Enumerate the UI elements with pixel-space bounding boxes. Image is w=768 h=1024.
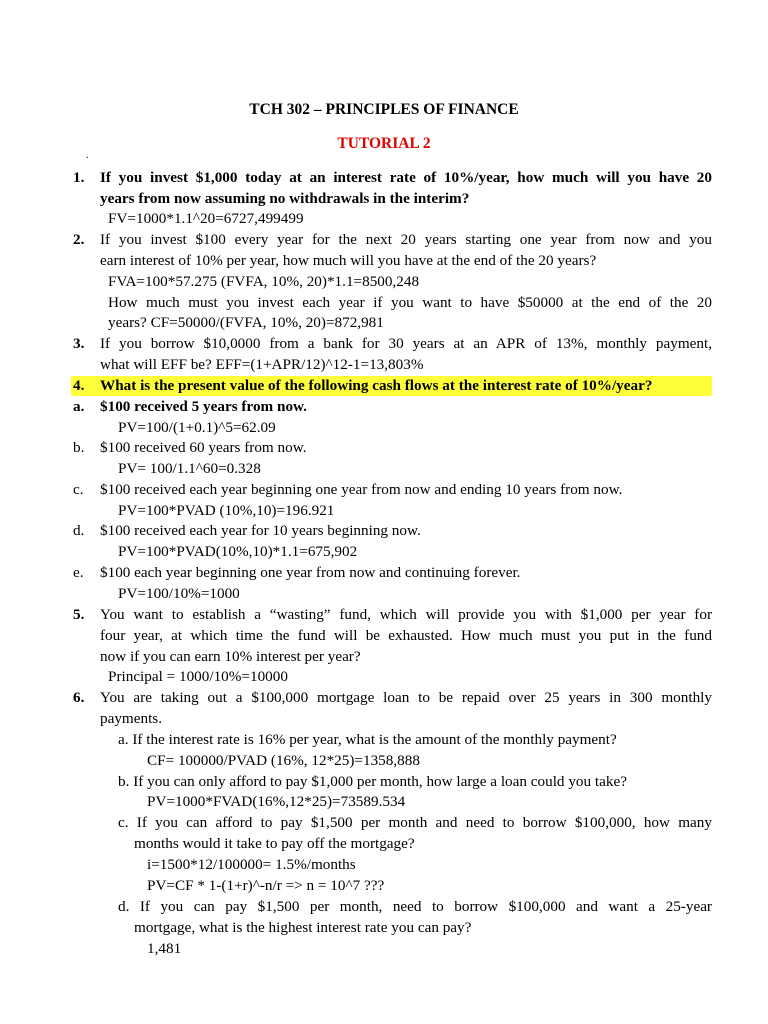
q3-text-line1: If you borrow $10,0000 from a bank for 30 years at an APR of 13%, monthly payment, — [100, 335, 712, 352]
q4b-answer: PV= 100/1.1^60=0.328 — [118, 460, 261, 477]
tutorial-title: TUTORIAL 2 — [337, 135, 431, 152]
q6c-answer-line1: i=1500*12/100000= 1.5%/months — [147, 856, 356, 873]
q6a-text: a. If the interest rate is 16% per year, what is the amount of the monthly payment? — [118, 731, 617, 748]
q2-answer: FVA=100*57.275 (FVFA, 10%, 20)*1.1=8500,248 — [108, 273, 420, 290]
q6c-text-line2: months would it take to pay off the mortgage? — [134, 835, 415, 852]
q2-followup-line1: How much must you invest each year if you want to have $50000 at the end of the 20 — [108, 294, 712, 311]
q2-text-line2: earn interest of 10% per year, how much will you have at the end of the 20 years? — [100, 252, 597, 269]
q6-number: 6. — [73, 689, 85, 706]
q4-number: 4. — [73, 377, 85, 394]
q1-text-line1: If you invest $1,000 today at an interest rate of 10%/year, how much will you have 20 — [100, 169, 712, 186]
q3-number: 3. — [73, 335, 85, 352]
q2-followup-line2: years? CF=50000/(FVFA, 10%, 20)=872,981 — [108, 314, 384, 331]
q2-text-line1: If you invest $100 every year for the next 20 years starting one year from now and you — [100, 231, 712, 248]
q4a-answer: PV=100/(1+0.1)^5=62.09 — [118, 419, 276, 436]
q2-number: 2. — [73, 231, 85, 248]
q4b-text: $100 received 60 years from now. — [100, 439, 307, 456]
q6a-answer: CF= 100000/PVAD (16%, 12*25)=1358,888 — [147, 752, 420, 769]
q6c-text-line1: c. If you can afford to pay $1,500 per month and need to borrow $100,000, how many — [118, 814, 712, 831]
q4d-label: d. — [73, 522, 85, 539]
q6d-text-line2: mortgage, what is the highest interest rate you can pay? — [134, 919, 472, 936]
q4e-answer: PV=100/10%=1000 — [118, 585, 240, 602]
course-title: TCH 302 – PRINCIPLES OF FINANCE — [249, 101, 519, 118]
stray-dot: . — [86, 150, 89, 161]
q6-text-line1: You are taking out a $100,000 mortgage loan to be repaid over 25 years in 300 monthly — [100, 689, 712, 706]
q4e-text: $100 each year beginning one year from now and continuing forever. — [100, 564, 521, 581]
q4c-answer: PV=100*PVAD (10%,10)=196.921 — [118, 502, 335, 519]
q1-number: 1. — [73, 169, 85, 186]
q5-text-line2: four year, at which time the fund will be exhausted. How much must you put in the fund — [100, 627, 712, 644]
q4d-text: $100 received each year for 10 years beginning now. — [100, 522, 421, 539]
q6-text-line2: payments. — [100, 710, 163, 727]
q5-answer: Principal = 1000/10%=10000 — [108, 668, 288, 685]
q4a-label: a. — [73, 398, 85, 415]
q5-text-line1: You want to establish a “wasting” fund, which will provide you with $1,000 per year for — [100, 606, 712, 623]
q4c-label: c. — [73, 481, 84, 498]
q4-text: What is the present value of the following cash flows at the interest rate of 10%/year? — [100, 377, 653, 394]
q6d-answer: 1,481 — [147, 940, 182, 957]
q4c-text: $100 received each year beginning one year from now and ending 10 years from now. — [100, 481, 623, 498]
q6b-answer: PV=1000*FVAD(16%,12*25)=73589.534 — [147, 793, 406, 810]
q4a-text: $100 received 5 years from now. — [100, 398, 307, 415]
q1-text-line2: years from now assuming no withdrawals in the interim? — [100, 190, 470, 207]
q4-highlight — [71, 376, 712, 396]
q3-text-line2: what will EFF be? EFF=(1+APR/12)^12-1=13,803% — [100, 356, 424, 373]
q6d-text-line1: d. If you can pay $1,500 per month, need to borrow $100,000 and want a 25-year — [118, 898, 712, 915]
q5-number: 5. — [73, 606, 85, 623]
q4b-label: b. — [73, 439, 85, 456]
q6c-answer-line2: PV=CF * 1-(1+r)^-n/r => n = 10^7 ??? — [147, 877, 385, 894]
q5-text-line3: now if you can earn 10% interest per year? — [100, 648, 361, 665]
q1-answer: FV=1000*1.1^20=6727,499499 — [108, 210, 304, 227]
q4e-label: e. — [73, 564, 84, 581]
q6b-text: b. If you can only afford to pay $1,000 per month, how large a loan could you take? — [118, 773, 627, 790]
q4d-answer: PV=100*PVAD(10%,10)*1.1=675,902 — [118, 543, 358, 560]
